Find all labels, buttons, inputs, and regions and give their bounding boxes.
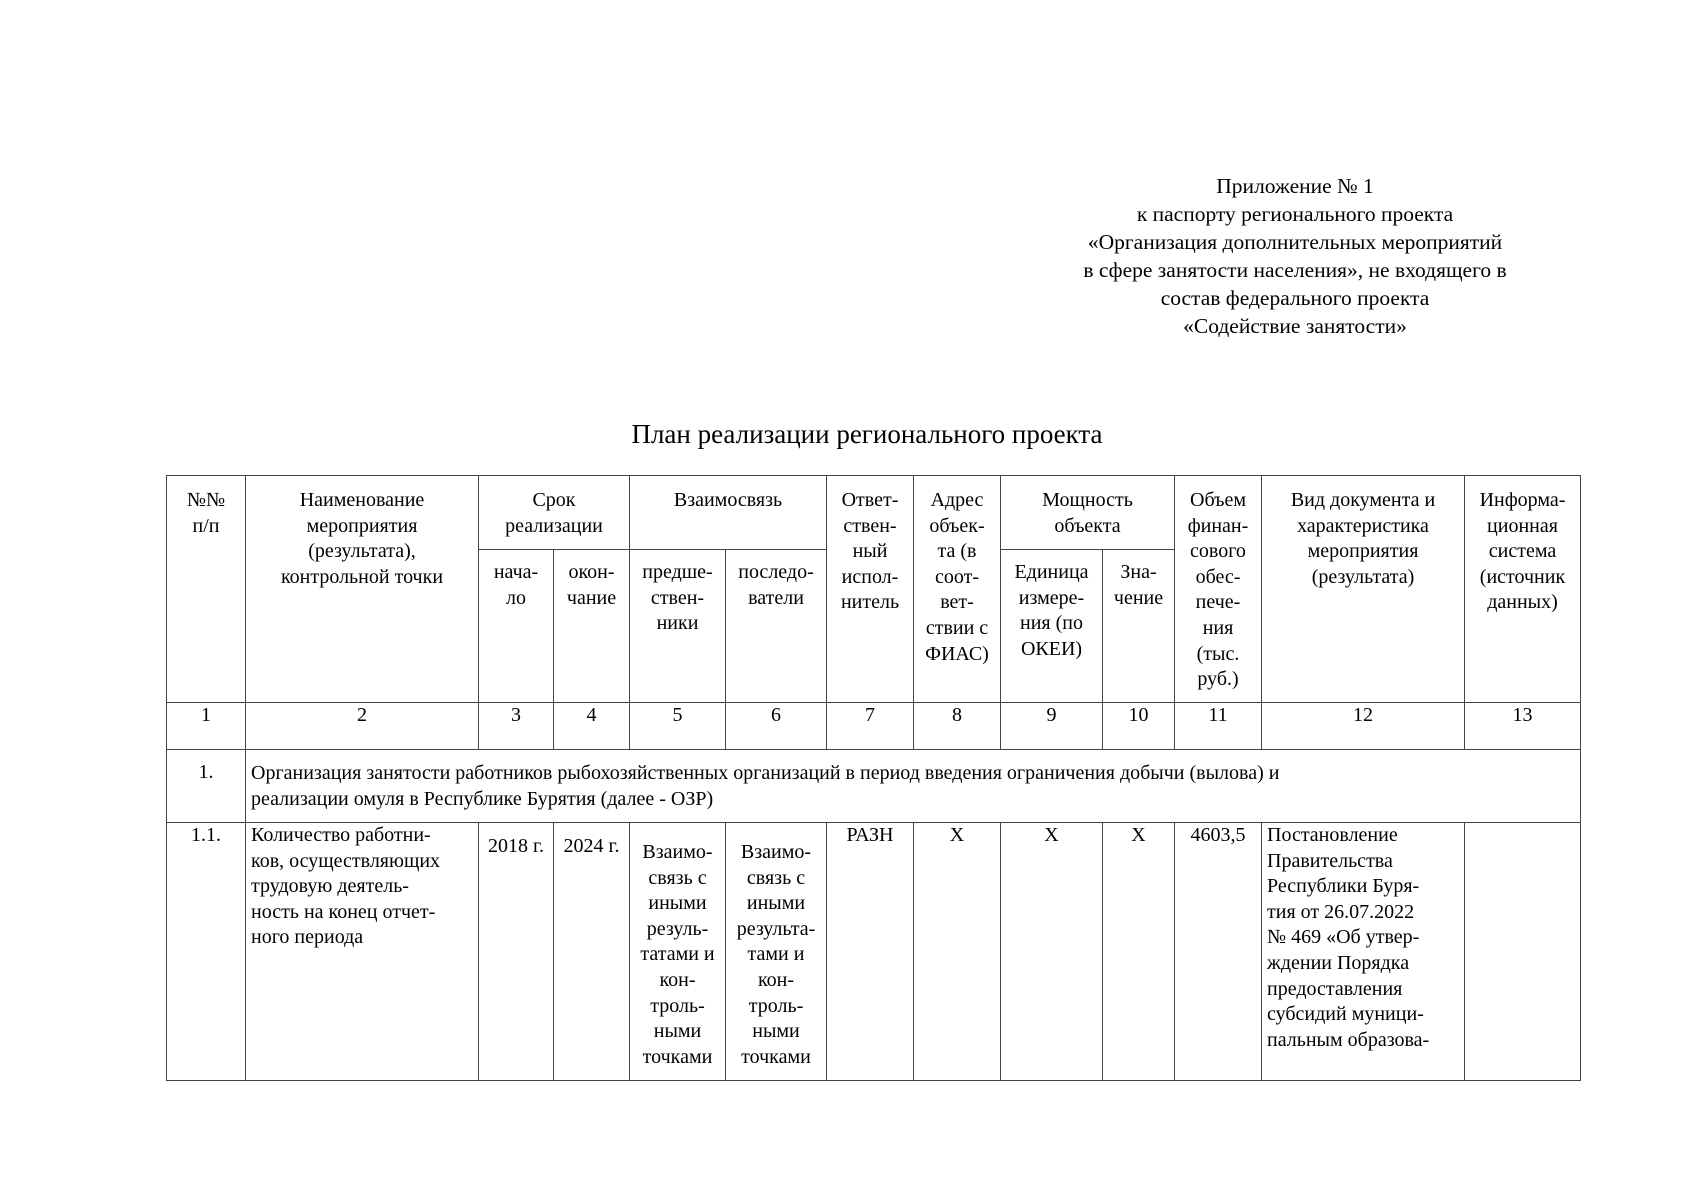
document-title: План реализации регионального проекта xyxy=(631,419,1103,449)
row-document-line: предоставления xyxy=(1267,977,1403,1000)
row-start: 2018 г. xyxy=(479,823,554,1081)
appendix-block xyxy=(1035,172,1555,340)
row-responsible: РАЗН xyxy=(827,823,914,1081)
column-number: 8 xyxy=(914,703,1001,750)
row-successors-line: троль- xyxy=(748,994,804,1017)
header-info xyxy=(1465,476,1581,703)
header-text: ствен- xyxy=(650,586,705,609)
column-number: 10 xyxy=(1103,703,1175,750)
header-value xyxy=(1103,550,1175,703)
header-text: ный xyxy=(852,540,888,563)
row-predecessors-line: Взаимо- xyxy=(642,841,713,863)
column-number: 1 xyxy=(167,703,246,750)
header-text: Единица xyxy=(1014,561,1089,583)
header-term xyxy=(479,476,630,550)
row-predecessors-line: ными xyxy=(653,1020,702,1043)
header-text: обес- xyxy=(1195,565,1241,588)
header-text: Вид документа и xyxy=(1290,489,1436,511)
header-address xyxy=(914,476,1001,703)
header-capacity xyxy=(1001,476,1175,550)
table-row xyxy=(167,823,1581,1081)
row-name-line: ков, осуществляющих xyxy=(251,849,441,872)
column-number: 12 xyxy=(1262,703,1465,750)
header-name xyxy=(246,476,479,703)
header-row-1 xyxy=(167,476,1581,550)
header-text: чение xyxy=(1113,586,1164,609)
column-number: 5 xyxy=(630,703,726,750)
header-text: Мощность xyxy=(1042,489,1133,511)
column-number: 3 xyxy=(479,703,554,750)
header-text: Адрес xyxy=(930,489,984,511)
header-text: Объем xyxy=(1190,489,1246,511)
header-text: №№ xyxy=(186,489,226,511)
header-successors xyxy=(726,550,827,703)
row-document-line: № 469 «Об утвер- xyxy=(1267,926,1420,949)
row-predecessors xyxy=(630,823,726,1081)
row-successors-line: связь с xyxy=(746,866,806,889)
column-number: 9 xyxy=(1001,703,1103,750)
header-text: окон- xyxy=(568,561,615,583)
row-predecessors-line: татами и xyxy=(640,943,715,966)
section-row xyxy=(167,750,1581,823)
header-text: ФИАС) xyxy=(925,642,989,665)
header-document xyxy=(1262,476,1465,703)
header-text: реализации xyxy=(505,514,603,537)
row-document xyxy=(1262,823,1465,1081)
header-text: нача- xyxy=(493,561,539,583)
row-end: 2024 г. xyxy=(554,823,630,1081)
section-title-line: Организация занятости работников рыбохозяйственных организаций в период введения ограничения добычи (вылова) и xyxy=(251,762,1280,784)
header-funding xyxy=(1175,476,1262,703)
header-responsible xyxy=(827,476,914,703)
header-text: мероприятия xyxy=(306,514,418,537)
row-predecessors-line: троль- xyxy=(650,994,705,1017)
row-successors-line: кон- xyxy=(757,968,795,991)
header-text: сового xyxy=(1190,540,1246,563)
row-name-line: ного периода xyxy=(251,926,364,949)
appendix-line: Приложение № 1 xyxy=(1216,174,1374,198)
section-title xyxy=(246,750,1581,823)
header-end xyxy=(554,550,630,703)
row-successors-line: ными xyxy=(752,1020,800,1043)
header-text: нитель xyxy=(840,591,900,614)
header-text: Срок xyxy=(532,489,576,511)
row-address: Х xyxy=(914,823,1001,1081)
header-text: объек- xyxy=(929,514,985,537)
column-number: 6 xyxy=(726,703,827,750)
row-successors-line: Взаимо- xyxy=(740,841,812,863)
header-text: Ответ- xyxy=(841,489,899,511)
row-document-line: тия от 26.07.2022 xyxy=(1267,900,1415,923)
header-text: ватели xyxy=(748,586,804,609)
header-text: Информа- xyxy=(1479,489,1566,511)
row-predecessors-line: иными xyxy=(648,892,707,915)
header-text: чание xyxy=(566,586,617,609)
row-successors-line: результа- xyxy=(736,917,816,940)
header-text: ционная xyxy=(1487,514,1558,537)
header-text: (тыс. xyxy=(1196,642,1240,665)
row-predecessors-line: кон- xyxy=(659,968,696,991)
header-unit xyxy=(1001,550,1103,703)
row-name xyxy=(246,823,479,1081)
row-name-line: трудовую деятель- xyxy=(251,875,409,898)
row-document-line: Правительства xyxy=(1267,849,1393,872)
header-predecessors xyxy=(630,550,726,703)
header-text: объекта xyxy=(1054,514,1121,537)
header-text: руб.) xyxy=(1197,668,1239,691)
section-number: 1. xyxy=(167,750,246,823)
column-number-row xyxy=(167,703,1581,750)
row-predecessors-line: связь с xyxy=(648,866,707,889)
header-text: последо- xyxy=(738,561,814,583)
header-text: измере- xyxy=(1018,586,1085,609)
column-number: 11 xyxy=(1175,703,1262,750)
row-number: 1.1. xyxy=(167,823,246,1081)
column-number: 13 xyxy=(1465,703,1581,750)
header-text: Наименование xyxy=(299,489,425,511)
row-name-line: Количество работни- xyxy=(251,824,431,846)
header-text: ствии с xyxy=(925,616,989,639)
column-number: 7 xyxy=(827,703,914,750)
row-document-line: ждении Порядка xyxy=(1267,951,1410,974)
row-predecessors-line: резуль- xyxy=(646,917,709,940)
appendix-line: в сфере занятости населения», не входящего в xyxy=(1083,258,1507,282)
column-number: 2 xyxy=(246,703,479,750)
row-predecessors-line: точками xyxy=(642,1045,713,1068)
header-text: та (в xyxy=(937,540,977,563)
row-info xyxy=(1465,823,1581,1081)
header-start xyxy=(479,550,554,703)
header-text: Взаимосвязь xyxy=(673,489,783,511)
column-number: 4 xyxy=(554,703,630,750)
appendix-line: «Содействие занятости» xyxy=(1183,314,1407,338)
header-text: ния xyxy=(1202,616,1234,639)
header-text: ОКЕИ) xyxy=(1020,637,1083,660)
header-text: ствен- xyxy=(843,514,897,537)
header-text: пече- xyxy=(1195,591,1241,614)
header-text: система xyxy=(1488,540,1557,563)
header-text: п/п xyxy=(192,514,220,537)
row-successors-line: иными xyxy=(746,892,806,915)
header-text: финан- xyxy=(1187,514,1249,537)
header-text: (результата) xyxy=(1311,565,1415,588)
row-unit: Х xyxy=(1001,823,1103,1081)
header-relation xyxy=(630,476,827,550)
header-text: вет- xyxy=(940,591,974,614)
row-document-line: Постановление xyxy=(1267,824,1398,846)
row-value: Х xyxy=(1103,823,1175,1081)
header-text: (источник xyxy=(1479,565,1566,588)
row-document-line: субсидий муници- xyxy=(1267,1003,1424,1026)
header-text: мероприятия xyxy=(1307,540,1419,563)
header-num xyxy=(167,476,246,703)
appendix-line: «Организация дополнительных мероприятий xyxy=(1087,230,1503,254)
header-text: (результата), xyxy=(308,540,416,563)
section-title-line: реализации омуля в Республике Бурятия (далее - ОЗР) xyxy=(251,787,714,810)
plan-table xyxy=(166,475,1581,1081)
header-text: ники xyxy=(656,612,699,635)
header-text: контрольной точки xyxy=(280,565,444,588)
header-text: данных) xyxy=(1487,591,1558,614)
header-text: предше- xyxy=(642,561,713,583)
header-text: ния (по xyxy=(1020,612,1083,635)
appendix-line: к паспорту регионального проекта xyxy=(1136,202,1454,226)
row-document-line: Республики Буря- xyxy=(1267,875,1420,898)
row-successors xyxy=(726,823,827,1081)
row-successors-line: тами и xyxy=(747,943,805,966)
row-funding: 4603,5 xyxy=(1175,823,1262,1081)
header-text: соот- xyxy=(934,565,979,588)
row-successors-line: точками xyxy=(741,1045,811,1068)
header-text: испол- xyxy=(841,565,899,588)
header-text: ло xyxy=(506,586,526,609)
row-name-line: ность на конец отчет- xyxy=(251,900,436,923)
row-document-line: пальным образова- xyxy=(1267,1028,1430,1051)
header-text: Зна- xyxy=(1120,561,1157,583)
appendix-line: состав федерального проекта xyxy=(1160,286,1430,310)
header-text: характеристика xyxy=(1297,514,1429,537)
